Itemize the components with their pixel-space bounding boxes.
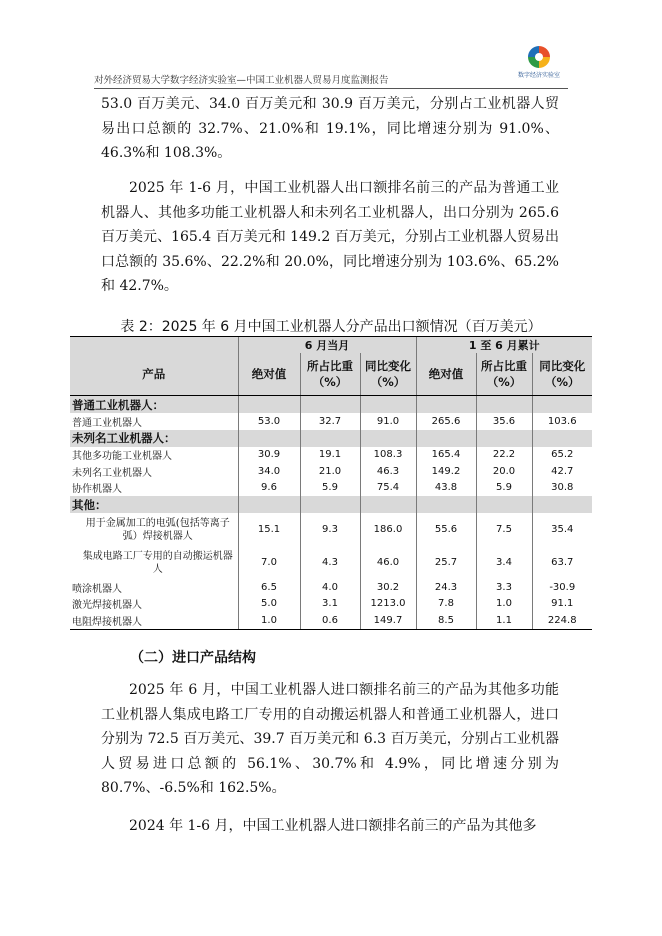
paragraph-1: 53.0 百万美元、34.0 百万美元和 30.9 百万美元，分别占工业机器人贸易出口总额的 32.7%、21.0%和 19.1%，同比增速分别为 91.0%、46.3%和 108.3%。 <box>101 96 559 162</box>
product-name: 协作机器人 <box>72 484 122 496</box>
group-ytd: 1 至 6 月累计 <box>416 337 592 354</box>
ytd-share: 35.6 <box>476 413 532 430</box>
product-name: 其他多功能工业机器人 <box>72 451 172 463</box>
june-share: 0.6 <box>300 612 360 629</box>
product-name: 集成电路工厂专用的自动搬运机器人 <box>82 550 233 575</box>
ytd-abs: 8.5 <box>416 612 476 629</box>
june-yoy: 91.0 <box>360 413 416 430</box>
category-row <box>70 430 592 447</box>
june-abs: 1.0 <box>238 612 300 629</box>
june-share: 4.0 <box>300 579 360 596</box>
table-row <box>70 513 592 546</box>
category-label: 普通工业机器人： <box>70 396 238 414</box>
table-row <box>70 413 592 430</box>
product-name: 激光焊接机器人 <box>72 600 142 612</box>
product-name: 用于金属加工的电弧(包括等离子弧）焊接机器人 <box>85 517 230 542</box>
product-name: 喷涂机器人 <box>72 583 122 595</box>
ytd-abs: 165.4 <box>416 447 476 464</box>
june-share: 32.7 <box>300 413 360 430</box>
category-label: 未列名工业机器人： <box>70 430 238 447</box>
ytd-share: 7.5 <box>476 513 532 546</box>
table-caption: 表 2：2025 年 6 月中国工业机器人分产品出口额情况（百万美元） <box>120 319 542 335</box>
paragraph-4: 2024 年 1-6 月，中国工业机器人进口额排名前三的产品为其他多 <box>129 818 537 834</box>
june-share: 21.0 <box>300 463 360 480</box>
category-label: 其他： <box>70 496 238 513</box>
ytd-abs: 55.6 <box>416 513 476 546</box>
col-june-share: 所占比重（%） <box>300 353 360 396</box>
june-yoy: 46.0 <box>360 546 416 579</box>
group-june: 6 月当月 <box>238 337 416 354</box>
june-abs: 34.0 <box>238 463 300 480</box>
col-june-abs: 绝对值 <box>238 353 300 396</box>
june-abs: 6.5 <box>238 579 300 596</box>
ytd-yoy: 35.4 <box>532 513 592 546</box>
table-row <box>70 596 592 613</box>
lab-logo <box>516 46 562 84</box>
june-yoy: 186.0 <box>360 513 416 546</box>
logo-label: 数字经济实验室 <box>517 72 560 79</box>
paragraph-3: 2025 年 6 月，中国工业机器人进口额排名前三的产品为其他多功能工业机器人集成电路工厂专用的自动搬运机器人和普通工业机器人，进口分别为 72.5 百万美元、39.7 百万美元和 6.3 百万美元，分别占工业机器人贸易进口总额的 56.1%、30.7%和 4.9%，同比增速分别为 80.7%、-6.5%和 162.5%。 <box>101 682 559 797</box>
june-abs: 9.6 <box>238 480 300 497</box>
june-share: 4.3 <box>300 546 360 579</box>
table-row <box>70 447 592 464</box>
june-yoy: 1213.0 <box>360 596 416 613</box>
ytd-yoy: 224.8 <box>532 612 592 629</box>
june-share: 19.1 <box>300 447 360 464</box>
header-rule <box>94 88 568 89</box>
june-yoy: 75.4 <box>360 480 416 497</box>
category-row <box>70 496 592 513</box>
ytd-abs: 7.8 <box>416 596 476 613</box>
june-abs: 15.1 <box>238 513 300 546</box>
col-ytd-share: 所占比重（%） <box>476 353 532 396</box>
ytd-yoy: 42.7 <box>532 463 592 480</box>
col-ytd-abs: 绝对值 <box>416 353 476 396</box>
col-product: 产品 <box>70 353 238 396</box>
product-name: 电阻焊接机器人 <box>70 612 238 629</box>
ytd-share: 1.1 <box>476 612 532 629</box>
ytd-abs: 25.7 <box>416 546 476 579</box>
paragraph-2: 2025 年 1-6 月，中国工业机器人出口额排名前三的产品为普通工业机器人、其他多功能工业机器人和未列名工业机器人，出口分别为 265.6 百万美元、165.4 百万美元和 149.2 百万美元，分别占工业机器人贸易出口总额的 35.6%、22.2%和 20.0%，同比增速分别为 103.6%、65.2%和 42.7%。 <box>101 180 559 295</box>
table-column-header <box>70 353 592 396</box>
section-title: （二）进口产品结构 <box>130 650 256 666</box>
category-row <box>70 396 592 414</box>
june-yoy: 108.3 <box>360 447 416 464</box>
product-name: 普通工业机器人 <box>72 417 142 429</box>
june-yoy: 30.2 <box>360 579 416 596</box>
ytd-yoy: 91.1 <box>532 596 592 613</box>
col-ytd-yoy: 同比变化（%） <box>532 353 592 396</box>
globe-logo-icon <box>528 46 550 68</box>
table-row <box>70 480 592 497</box>
ytd-share: 3.4 <box>476 546 532 579</box>
ytd-share: 20.0 <box>476 463 532 480</box>
ytd-share: 22.2 <box>476 447 532 464</box>
june-share: 9.3 <box>300 513 360 546</box>
col-june-yoy: 同比变化（%） <box>360 353 416 396</box>
ytd-yoy: 30.8 <box>532 480 592 497</box>
product-name: 未列名工业机器人 <box>72 467 152 479</box>
ytd-yoy: 65.2 <box>532 447 592 464</box>
ytd-share: 5.9 <box>476 480 532 497</box>
ytd-abs: 265.6 <box>416 413 476 430</box>
june-yoy: 46.3 <box>360 463 416 480</box>
table-row <box>70 612 592 629</box>
june-yoy: 149.7 <box>360 612 416 629</box>
june-abs: 5.0 <box>238 596 300 613</box>
ytd-yoy: 103.6 <box>532 413 592 430</box>
june-abs: 7.0 <box>238 546 300 579</box>
table-row <box>70 546 592 579</box>
ytd-abs: 149.2 <box>416 463 476 480</box>
table-row <box>70 463 592 480</box>
ytd-yoy: 63.7 <box>532 546 592 579</box>
table-row <box>70 579 592 596</box>
ytd-yoy: -30.9 <box>532 579 592 596</box>
page-header <box>94 44 568 88</box>
june-share: 3.1 <box>300 596 360 613</box>
june-abs: 30.9 <box>238 447 300 464</box>
table-group-header <box>70 337 592 354</box>
ytd-share: 1.0 <box>476 596 532 613</box>
ytd-abs: 43.8 <box>416 480 476 497</box>
header-title: 对外经济贸易大学数字经济实验室—中国工业机器人贸易月度监测报告 <box>94 75 389 86</box>
ytd-share: 3.3 <box>476 579 532 596</box>
group-blank <box>70 337 238 354</box>
june-abs: 53.0 <box>238 413 300 430</box>
ytd-abs: 24.3 <box>416 579 476 596</box>
june-share: 5.9 <box>300 480 360 497</box>
export-table <box>70 336 592 630</box>
